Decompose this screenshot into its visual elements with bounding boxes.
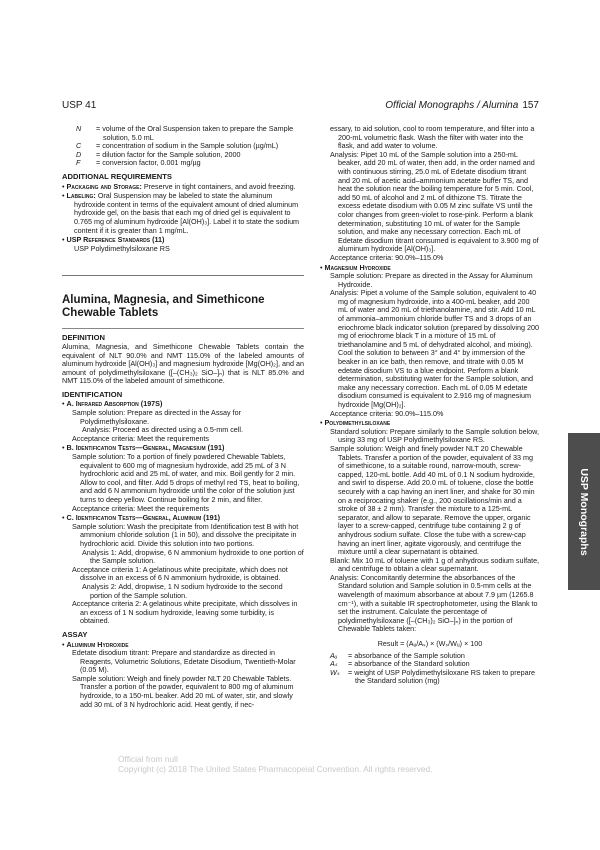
edetate-titrant: Edetate disodium titrant: Prepare and standardize as directed in Reagents, Volumetric Solutions, Edetate Disodium, Twentieth-Molar (0.05 M). [72,648,296,675]
identification-b-number: (191) [207,443,225,453]
identification-b: • B. Identification Tests—General, Magnesium (191) [62,443,225,453]
identification-c-label: C. Identification Tests—General, Aluminum [66,513,202,523]
identification-a-number: (197S) [140,399,163,409]
header-running-title: Official Monographs / Alumina [385,100,519,111]
def-symbol: Aₛ [330,659,338,669]
variable-definitions [76,125,304,168]
magnesium-analysis: Analysis: Pipet a volume of the Sample solution, equivalent to 40 mg of magnesium hydroxide, into a 400-mL beaker, add 200 mL of water and 20 mL of triethanolamine, and stir. Add 10 mL of ammonia–ammonium chloride buffer TS and 3 drops of an eriochrome black indicator solution (prepared by dissolving 200 mg of eriochrome black T in a mixture of 15 mL of triethanolamine and 5 mL of dehydrated alcohol, and mixing). Cool the solution to between 3° and 4° by immersion of the beaker in an ice bath, then remove, and titrate with 0.05 M edetate disodium VS to a blue endpoint. Perform a blank determination, substituting water for the Sample solution, and make any necessary correction. Each mL of 0.05 M edetate disodium consumed is equivalent to 2.916 mg of magnesium hydroxide [Mg(OH)₂]. [330,288,539,409]
identification-b-acceptance: Acceptance criteria: Meet the requirements [72,503,210,513]
page-number: 157 [522,100,539,111]
labeling-label: Labeling: [66,191,96,201]
identification-a-sample: Sample solution: Prepare as directed in the Assay for Polydimethylsiloxane. [72,408,241,426]
def-text: = absorbance of the Sample solution [348,650,465,660]
magnesium-sample-solution: Sample solution: Prepare as directed in the Assay for Aluminum Hydroxide. [330,271,533,289]
header-left: USP 41 [62,100,97,111]
identification-c-analysis-1: Analysis 1: Add, dropwise, 6 N ammonium hydroxide to one portion of the Sample solution. [82,547,304,566]
reference-standards-label: USP Reference Standards [66,235,151,245]
polydimethylsiloxane-sample-solution: Sample solution: Weigh and finely powder NLT 20 Chewable Tablets. Transfer a portion of the powder, equivalent of 33 mg of simethicone, to a suitable round, narrow-mouth, screw-capped, 120-mL bottle. Add 40 mL of 0.1 N sodium hydroxide, and swirl to disperse. Add 20.0 mL of toluene, close the bottle securely with a cap having an inert liner, and shake for 30 min on a reciprocating shaker (e.g., 200 oscillations/min and a stroke of 38 ± 2 mm). Transfer the mixture to a 125-mL separator, and allow to separate. Remove the upper, organic layer to a screw-capped, centrifuge tube containing 2 g of anhydrous sodium sulfate. Close the tube with a screw-cap having an inert liner, agitate vigorously, and centrifuge the mixture until a clear supernatant is obtained. [330,443,535,557]
packaging-label: Packaging and Storage: [66,181,142,191]
aluminum-sample-continued: essary, to aid solution, cool to room temperature, and filter into a 200-mL volumetric flask. Wash the filter with water into the flask, and add water to volume. [330,124,535,151]
side-tab-label: USP Monographs [578,467,590,556]
reference-standards-number: (11) [152,235,165,245]
def-text: = concentration of sodium in the Sample solution (µg/mL) [96,141,279,151]
section-side-tab [568,433,600,590]
header-right [385,100,539,111]
identification-c-sample: Sample solution: Wash the precipitate from Identification test B with hot ammonium chloride solution (1 in 50), and dissolve the precipitate in hydrochloric acid. Divide this solution into two portions. [72,521,299,548]
def-symbol: Aᵤ [330,650,338,660]
aluminum-sample-solution: Sample solution: Weigh and finely powder NLT 20 Chewable Tablets. Transfer a portion of the powder, equivalent to 800 mg of aluminum hydroxide, to a 150-mL beaker. Add 20 mL of water, stir, and slowly add 30 mL of 3 N hydrochloric acid. Heat gently, if nec- [72,673,294,709]
packaging-text: Preserve in tight containers, and avoid freezing. [143,181,296,191]
polydimethylsiloxane-label: Polydimethylsiloxane [324,418,391,428]
identification-c: • C. Identification Tests—General, Aluminum (191) [62,513,221,523]
polydimethylsiloxane-analysis: Analysis: Concomitantly determine the absorbances of the Standard solution and Sample solution in 0.5-mm cells at the wavelength of maximum absorbance at about 7.9 µm (1265.8 cm⁻¹), with a suitable IR spectrophotometer, using the Blank to set the instrument. Calculate the percentage of polydimethylsiloxane ([–(CH₃)₂ SiO–]ₙ) in the portion of Chewable Tablets taken: [330,572,538,634]
def-text: = absorbance of the Standard solution [348,659,470,669]
additional-requirements-heading: ADDITIONAL REQUIREMENTS [62,171,172,181]
aluminum-hydroxide-label: Aluminum Hydroxide [66,639,129,649]
labeling-text: Oral Suspension may be labeled to state the aluminum hydroxide content in terms of the equivalent amount of dried aluminum hydroxide gel, on the basis that each mg of dried gel is equivalent to 0.765 mg of aluminum hydroxide [Al(OH)₃]. Label it to state the sodium content if it is greater than 1 mg/mL. [74,191,300,235]
packaging-item: • Packaging and Storage: Preserve in tight containers, and avoid freezing. [62,181,296,191]
identification-heading: IDENTIFICATION [62,389,123,399]
magnesium-acceptance: Acceptance criteria: 90.0%–115.0% [330,408,444,418]
identification-a-acceptance: Acceptance criteria: Meet the requirements [72,433,210,443]
aluminum-analysis: Analysis: Pipet 10 mL of the Sample solution into a 250-mL beaker, add 20 mL of water, then add, in the order named and with continuous stirring, 25.0 mL of Edetate disodium titrant and 20 mL of acetic acid–ammonium acetate buffer TS, and heat the solution near the boiling temperature for 5 min. Cool, add 50 mL of alcohol and 2 mL of dithizone TS. Titrate the excess edetate disodium with 0.05 M zinc sulfate VS until the color changes from green-violet to rose-pink. Perform a blank determination, substituting 10 mL of water for the Sample solution, and make any necessary correction. Each mL of Edetate disodium titrant consumed is equivalent to 3.900 mg of aluminum hydroxide [Al(OH)₃]. [330,149,539,254]
def-text: = dilution factor for the Sample solution, 2000 [96,149,241,159]
right-column [320,125,540,686]
def-text: = conversion factor, 0.001 mg/µg [96,158,201,168]
assay-magnesium-hydroxide: • Magnesium Hydroxide [320,262,391,272]
left-column [62,125,304,709]
identification-c-analysis-2: Analysis 2: Add, dropwise, 1 N sodium hydroxide to the second portion of the Sample solution. [82,581,283,600]
def-text: = volume of the Oral Suspension taken to prepare the Sample solution, 5.0 mL [96,124,294,142]
formula-definitions [330,652,540,686]
identification-a: • A. Infrared Absorption (197S) [62,399,163,409]
identification-c-acceptance-2: Acceptance criteria 2: A gelatinous white precipitate, which dissolves in an excess of 1 N sodium hydroxide, leaving some turbidity, is obtained. [72,599,298,626]
def-symbol: F [76,158,81,168]
assay-polydimethylsiloxane: • Polydimethylsiloxane [320,418,391,428]
reference-standards-text: USP Polydimethylsiloxane RS [74,243,170,253]
def-symbol: N [76,124,82,133]
footer-copyright: Copyright (c) 2018 The United States Pharmacopeial Convention. All rights reserved. [118,764,433,774]
identification-c-number: (191) [203,513,221,523]
result-formula: Result = (Aᵤ/Aₛ) × (Wₛ/Wᵤ) × 100 [377,639,483,649]
def-symbol: C [76,141,82,151]
magnesium-hydroxide-label: Magnesium Hydroxide [324,262,391,272]
section-divider [62,275,304,276]
aluminum-acceptance: Acceptance criteria: 90.0%–115.0% [330,252,444,262]
identification-c-acceptance-1: Acceptance criteria 1: A gelatinous white precipitate, which does not dissolve in an excess of 6 N ammonium hydroxide, is obtained. [72,564,288,583]
footer-official-line: Official from null [118,754,178,764]
footer [118,754,433,774]
definition-text: Alumina, Magnesia, and Simethicone Chewable Tablets contain the equivalent of NLT 90.0% and NMT 115.0% of the labeled amounts of aluminum hydroxide [Al(OH)₃] and magnesium hydroxide [Mg(OH)₂], and an amount of polydimethylsiloxane ([–(CH₃)₂ SiO–]ₙ) that is NLT 85.0% and NMT 115.0% of the labeled amount of simethicone. [62,341,304,386]
assay-aluminum-hydroxide: • Aluminum Hydroxide [62,639,129,649]
def-symbol: D [76,149,82,159]
identification-a-analysis: Analysis: Proceed as directed using a 0.5-mm cell. [82,425,243,435]
definition-heading: DEFINITION [62,333,106,343]
identification-b-label: B. Identification Tests—General, Magnesium [66,443,206,453]
reference-standards-item: • USP Reference Standards (11) [62,235,165,245]
def-text: = weight of USP Polydimethylsiloxane RS taken to prepare the Standard solution (mg) [348,667,536,686]
title-divider [62,328,304,329]
identification-a-label: A. Infrared Absorption [66,399,139,409]
monograph-title: Alumina, Magnesia, and Simethicone Chewable Tablets [62,294,265,320]
standard-solution: Standard solution: Prepare similarly to the Sample solution below, using 33 mg of USP Polydimethylsiloxane RS. [330,426,539,445]
identification-b-sample: Sample solution: To a portion of finely powdered Chewable Tablets, equivalent to 600 mg of magnesium hydroxide, add 25 mL of 3 N hydrochloric acid and 25 mL of water, and mix. Boil gently for 2 min. Allow to cool, and filter. Add 5 drops of methyl red TS, heat to boiling, and add 6 N ammonium hydroxide until the color of the solution just turns to deep yellow. Continue boiling for 2 min, and filter. [72,452,300,504]
blank-solution: Blank: Mix 10 mL of toluene with 1 g of anhydrous sodium sulfate, and centrifuge to obtain a clear supernatant. [330,555,540,574]
assay-heading: ASSAY [62,629,88,639]
labeling-item: • Labeling: Oral Suspension may be labeled to state the aluminum hydroxide content in terms of the equivalent amount of dried aluminum hydroxide gel, on the basis that each mg of dried gel is equivalent to 0.765 mg of aluminum hydroxide [Al(OH)₃]. Label it to state the sodium content if it is greater than 1 mg/mL. [62,191,300,235]
def-symbol: Wₛ [330,667,340,677]
